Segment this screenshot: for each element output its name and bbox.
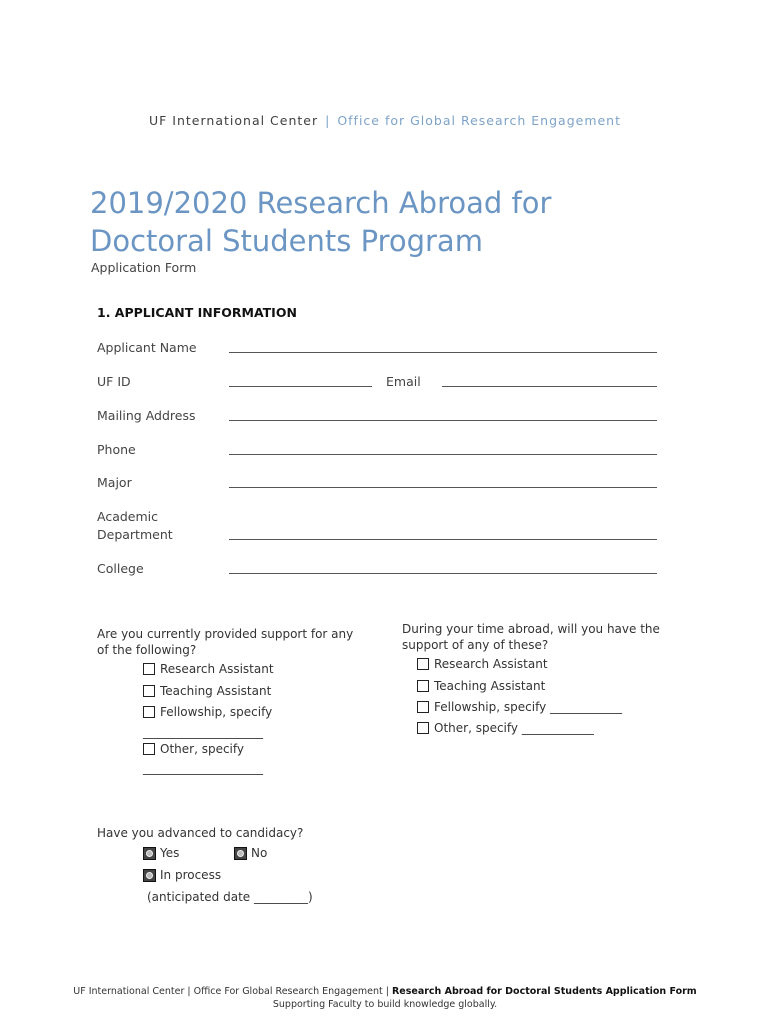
- candidacy-in-process-option[interactable]: [143, 868, 221, 882]
- document-title: [90, 184, 551, 260]
- candidacy-no-label: No: [251, 846, 268, 860]
- letterhead-org: UF International Center: [148, 113, 319, 128]
- candidacy-no-option[interactable]: [234, 846, 267, 860]
- candidacy-anticipated-date[interactable]: (anticipated date _________): [147, 890, 313, 904]
- academic-department-label: Academic Department: [97, 509, 173, 542]
- letterhead: [0, 113, 770, 128]
- current-support-option[interactable]: [143, 742, 244, 756]
- uf-id-field[interactable]: [229, 386, 372, 387]
- abroad-support-option-label: Teaching Assistant: [434, 679, 546, 693]
- phone-label: Phone: [97, 442, 136, 457]
- document-subtitle: Application Form: [91, 260, 197, 275]
- candidacy-question: Have you advanced to candidacy?: [97, 826, 304, 840]
- academic-department-field[interactable]: [229, 539, 657, 540]
- mailing-address-label: Mailing Address: [97, 408, 196, 423]
- section-heading-applicant-info: 1. APPLICANT INFORMATION: [97, 305, 297, 320]
- checkbox-icon[interactable]: [143, 706, 155, 718]
- candidacy-yes-option[interactable]: [143, 846, 179, 860]
- footer-org: UF International Center | Office For Global Research Engagement |: [73, 986, 392, 997]
- checkbox-icon[interactable]: [417, 701, 429, 713]
- radio-icon[interactable]: [143, 847, 156, 860]
- document-title-line2: Doctoral Students Program: [90, 224, 483, 258]
- current-support-option[interactable]: [143, 684, 271, 698]
- abroad-support-option[interactable]: [417, 700, 622, 714]
- footer-line1: [0, 986, 770, 997]
- phone-field[interactable]: [229, 454, 657, 455]
- checkbox-icon[interactable]: [417, 722, 429, 734]
- checkbox-icon[interactable]: [417, 680, 429, 692]
- abroad-support-option[interactable]: [417, 679, 545, 693]
- footer-form-name: Research Abroad for Doctoral Students Application Form: [391, 986, 697, 997]
- footer-tagline: Supporting Faculty to build knowledge globally.: [272, 999, 498, 1010]
- abroad-support-option[interactable]: [417, 657, 548, 671]
- letterhead-office: Office for Global Research Engagement: [337, 113, 622, 128]
- current-support-option-label: Research Assistant: [160, 662, 274, 676]
- radio-icon[interactable]: [143, 869, 156, 882]
- major-label: Major: [97, 475, 132, 490]
- applicant-name-label: Applicant Name: [97, 340, 197, 355]
- current-support-option-label: Fellowship, specify: [160, 705, 273, 719]
- email-field[interactable]: [442, 386, 657, 387]
- other-specify-blank[interactable]: ____________________: [143, 761, 263, 775]
- abroad-support-option-label: Fellowship, specify ____________: [434, 700, 623, 714]
- abroad-support-question: During your time abroad, will you have the support of any of these?: [402, 622, 660, 652]
- current-support-option[interactable]: [143, 705, 272, 719]
- candidacy-in-process-label: In process: [160, 868, 222, 882]
- radio-icon[interactable]: [234, 847, 247, 860]
- college-field[interactable]: [229, 573, 657, 574]
- abroad-support-option-label: Other, specify ____________: [434, 721, 594, 735]
- abroad-support-option-label: Research Assistant: [434, 657, 548, 671]
- email-label: Email: [386, 374, 421, 389]
- candidacy-yes-label: Yes: [160, 846, 180, 860]
- checkbox-icon[interactable]: [143, 663, 155, 675]
- mailing-address-field[interactable]: [229, 420, 657, 421]
- letterhead-separator: |: [325, 113, 331, 128]
- checkbox-icon[interactable]: [143, 685, 155, 697]
- applicant-name-field[interactable]: [229, 352, 657, 353]
- document-title-line1: 2019/2020 Research Abroad for: [90, 186, 552, 220]
- current-support-option[interactable]: [143, 662, 274, 676]
- current-support-question: Are you currently provided support for any of the following?: [97, 627, 354, 657]
- major-field[interactable]: [229, 487, 657, 488]
- current-support-option-label: Other, specify: [160, 742, 244, 756]
- abroad-support-option[interactable]: [417, 721, 594, 735]
- checkbox-icon[interactable]: [417, 658, 429, 670]
- college-label: College: [97, 561, 144, 576]
- uf-id-label: UF ID: [97, 374, 131, 389]
- current-support-option-label: Teaching Assistant: [160, 684, 272, 698]
- checkbox-icon[interactable]: [143, 743, 155, 755]
- fellowship-specify-blank[interactable]: ____________________: [143, 725, 263, 739]
